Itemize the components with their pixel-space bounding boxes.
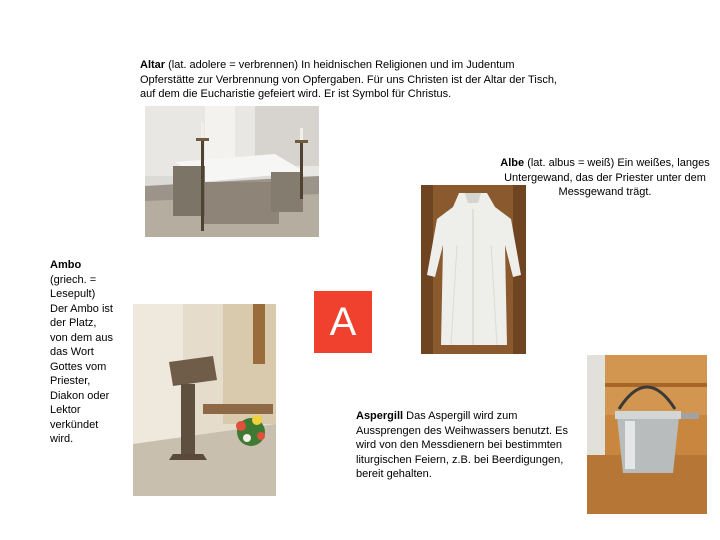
ambo-term: Ambo: [50, 259, 82, 271]
albe-description: [496, 156, 714, 200]
aspergill-photo: [587, 355, 707, 514]
ambo-definition: (griech. = Lesepult) Der Ambo ist der Platz, von dem aus das Wort Gottes vom Priester, Diakon oder Lektor verkündet wird.: [50, 273, 113, 445]
letter-a-tile: A: [314, 291, 372, 353]
albe-photo: [421, 185, 526, 354]
ambo-description: [50, 258, 116, 447]
altar-definition: (lat. adolere = verbrennen) In heidnischen Religionen und im Judentum Opferstätte zur Verbrennung von Opfergaben. Für uns Christen ist der Altar der Tisch, auf dem die Eucharistie gefeiert wird. Er ist Symbol für Christus.: [140, 59, 557, 100]
altar-description: [140, 58, 560, 102]
altar-photo: [145, 106, 319, 237]
aspergill-term: Aspergill: [356, 410, 404, 422]
altar-term: Altar: [140, 59, 166, 71]
ambo-photo: [133, 304, 276, 496]
albe-definition: (lat. albus = weiß) Ein weißes, langes Untergewand, das der Priester unter dem Messgewand trägt.: [504, 157, 710, 198]
aspergill-description: [356, 409, 578, 482]
aspergill-definition: Das Aspergill wird zum Aussprengen des Weihwassers benutzt. Es wird von den Messdienern bei bestimmten liturgischen Feiern, z.B. bei Beerdigungen, bereit gehalten.: [356, 410, 568, 480]
albe-term: Albe: [500, 157, 525, 169]
